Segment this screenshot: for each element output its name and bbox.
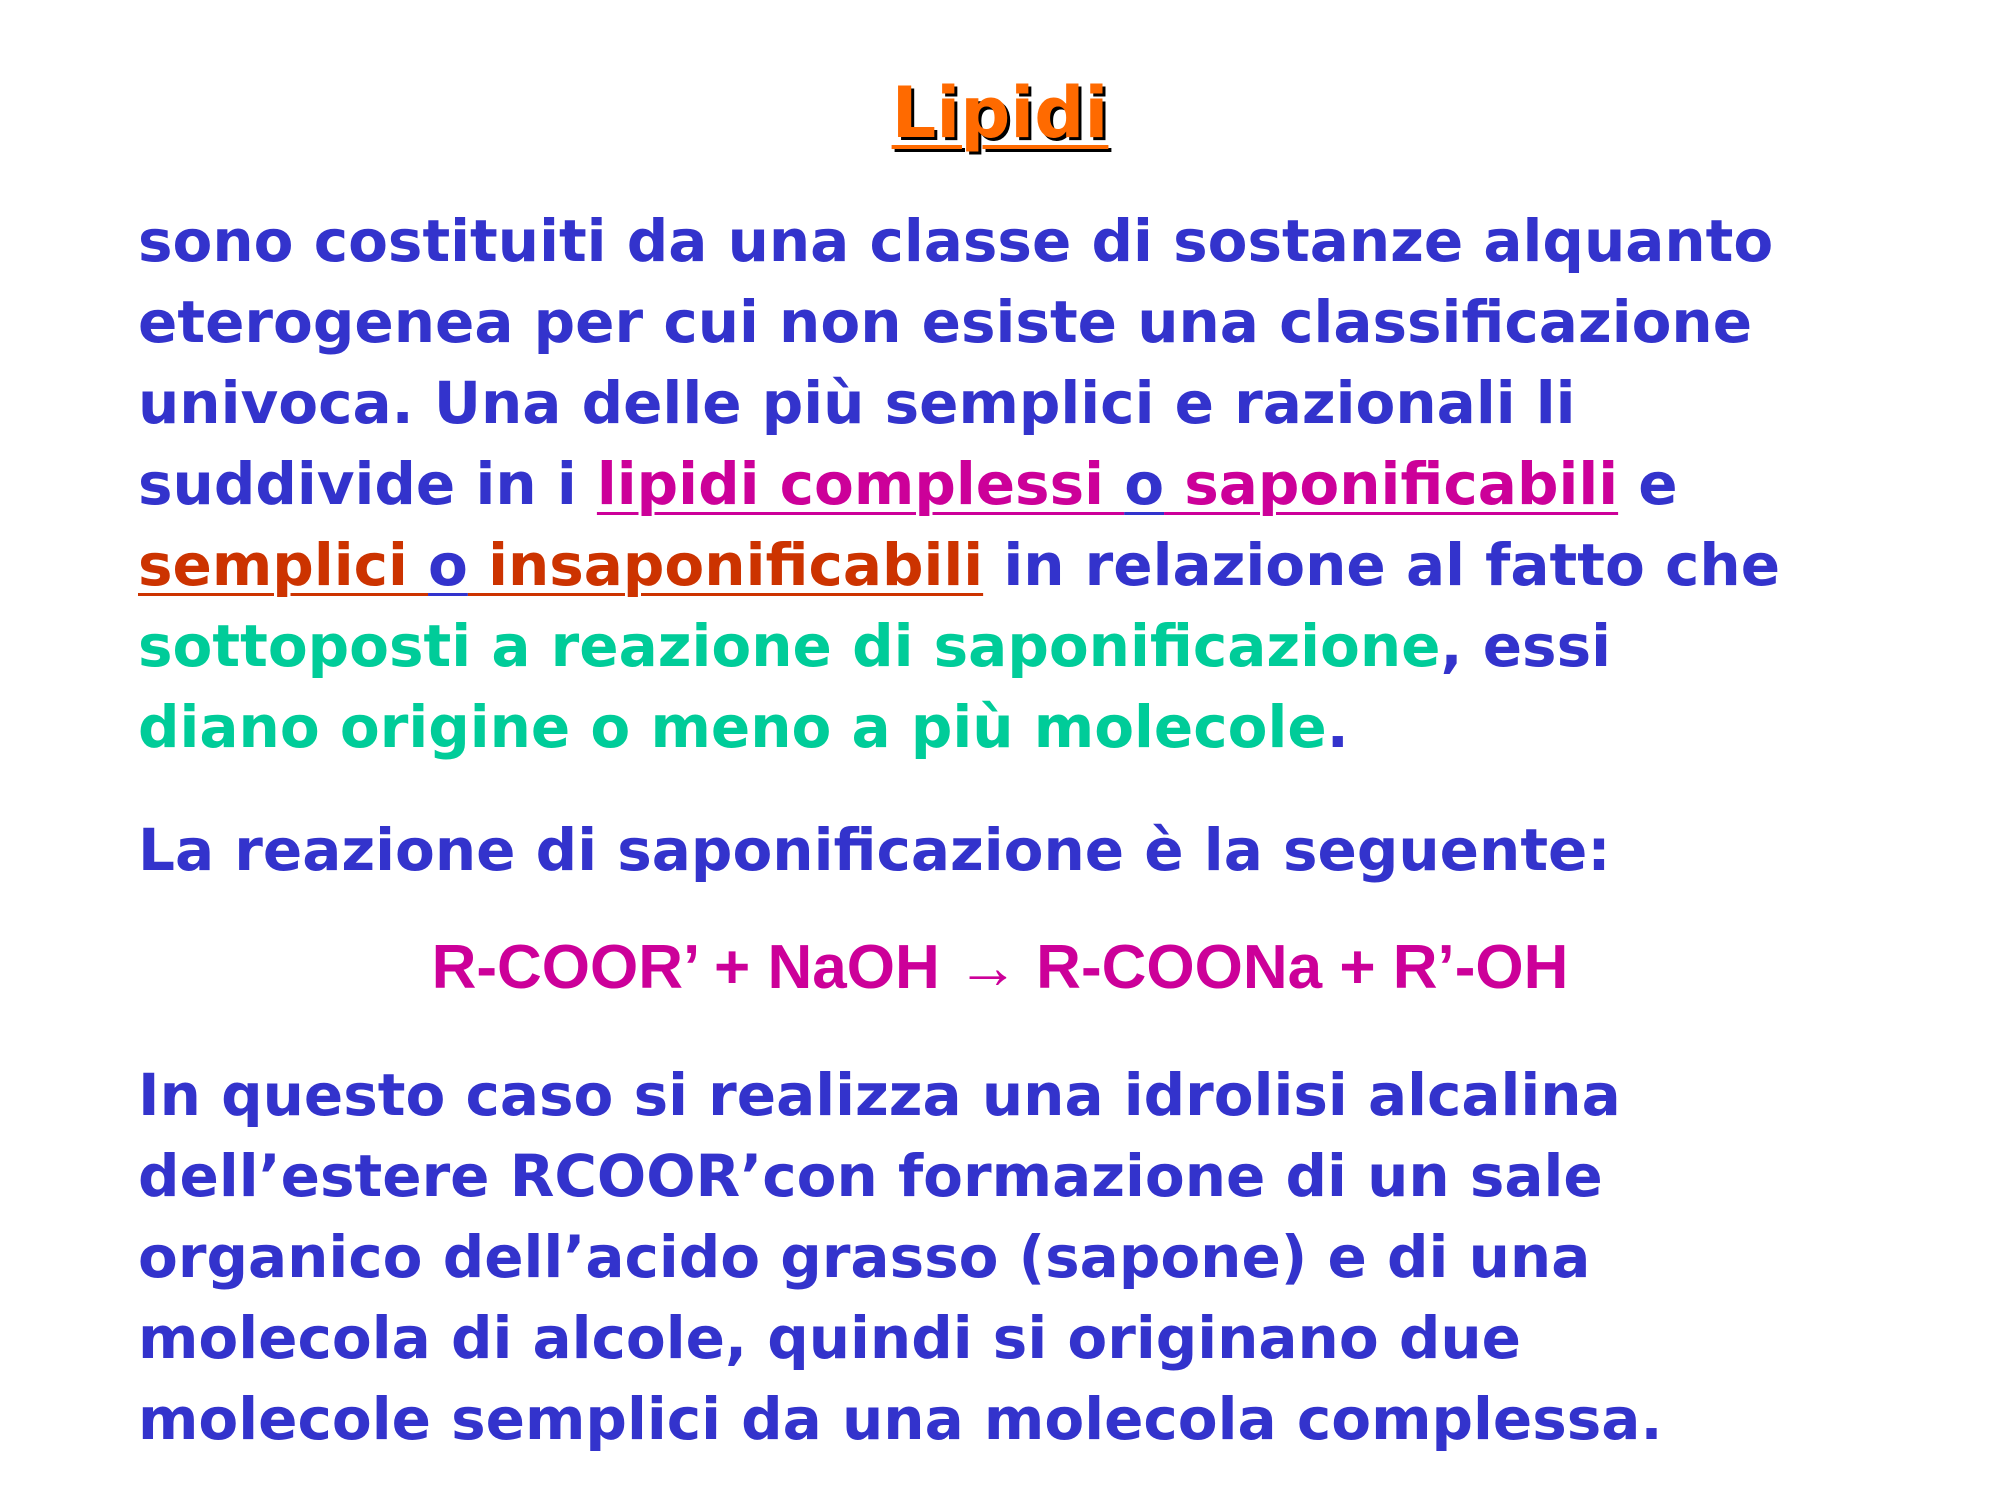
slide-title: Lipidi — [891, 72, 1109, 154]
saponification-formula: R-COOR’ + NaOH → R-COONa + R’-OH — [431, 933, 1569, 1002]
intro-line-3: univoca. Una delle più semplici e razionali li — [138, 369, 1576, 437]
term-lipidi-complessi: lipidi complessi — [596, 450, 1125, 518]
term-semplici: semplici — [138, 531, 429, 599]
intro-line-5-suffix: in relazione al fatto che — [983, 531, 1781, 599]
intro-line-2: eterogenea per cui non esiste una classificazione — [138, 288, 1753, 356]
highlight-molecules: diano origine o meno a più molecole — [138, 693, 1327, 761]
intro-line-4-suffix: e — [1618, 450, 1678, 518]
intro-line-6 — [138, 606, 1938, 687]
intro-line-7 — [138, 687, 1938, 768]
intro-paragraph — [138, 201, 1938, 768]
term-insaponificabili: insaponificabili — [467, 531, 984, 599]
explanation-line-1: In questo caso si realizza una idrolisi alcalina — [138, 1061, 1621, 1129]
intro-line-6-suffix: , essi — [1440, 612, 1611, 680]
highlight-saponification: sottoposti a reazione di saponificazione — [138, 612, 1441, 680]
explanation-paragraph — [138, 1055, 1938, 1460]
intro-line-4-prefix: suddivide in i — [138, 450, 597, 518]
intro-line-5 — [138, 525, 1938, 606]
term-or-2: o — [428, 531, 468, 599]
intro-line-1: sono costituiti da una classe di sostanze alquanto — [138, 207, 1774, 275]
explanation-line-4: molecola di alcole, quindi si originano due — [138, 1304, 1522, 1372]
reaction-intro: La reazione di saponificazione è la seguente: — [138, 816, 1611, 884]
term-or-1: o — [1124, 450, 1165, 518]
intro-line-7-suffix: . — [1326, 693, 1349, 761]
explanation-line-2: dell’estere RCOOR’con formazione di un sale — [138, 1142, 1603, 1210]
intro-line-4 — [138, 444, 1938, 525]
explanation-line-3: organico dell’acido grasso (sapone) e di una — [138, 1223, 1591, 1291]
explanation-line-5: molecole semplici da una molecola complessa. — [138, 1385, 1663, 1453]
term-saponificabili: saponificabili — [1164, 450, 1619, 518]
